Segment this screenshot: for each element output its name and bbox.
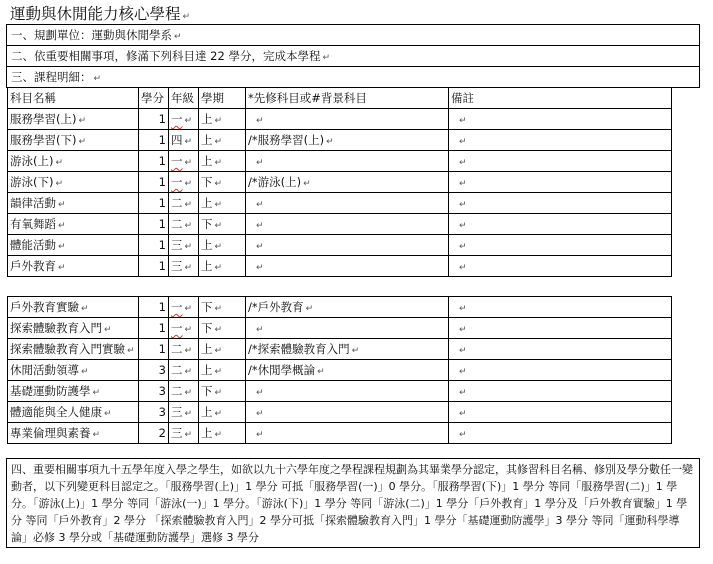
- term-cell: 下 ↵: [199, 172, 246, 193]
- prereq-cell: ↵: [246, 381, 449, 402]
- course-name-cell: 服務學習(下) ↵: [8, 130, 139, 151]
- credits-cell: 1: [139, 256, 169, 277]
- credits-cell: 1: [139, 235, 169, 256]
- course-name-cell: 體能活動 ↵: [8, 235, 139, 256]
- course-name-cell: 游泳(上) ↵: [8, 151, 139, 172]
- course-table-part2: [7, 296, 672, 444]
- note-cell: ↵: [449, 151, 672, 172]
- note-cell: ↵: [449, 318, 672, 339]
- table-row: [8, 256, 672, 277]
- credits-cell: 1: [139, 339, 169, 360]
- credits-cell: 1: [139, 151, 169, 172]
- term-cell: 上 ↵: [199, 423, 246, 444]
- page-title: 運動與休閒能力核心學程 ↵: [10, 5, 191, 23]
- col-header-course-name: 科目名稱: [8, 88, 139, 109]
- prereq-cell: ↵: [246, 109, 449, 130]
- table-row: [8, 235, 672, 256]
- table-row: [8, 339, 672, 360]
- grade-cell: 一 ↵: [169, 172, 199, 193]
- term-cell: 上 ↵: [199, 151, 246, 172]
- term-cell: 上 ↵: [199, 130, 246, 151]
- term-cell: 上 ↵: [199, 339, 246, 360]
- grade-cell: 二 ↵: [169, 193, 199, 214]
- credits-cell: 1: [139, 130, 169, 151]
- term-cell: 上 ↵: [199, 402, 246, 423]
- grade-cell: 二 ↵: [169, 214, 199, 235]
- course-name-cell: 有氧舞蹈 ↵: [8, 214, 139, 235]
- credits-cell: 3: [139, 402, 169, 423]
- course-name-cell: 體適能與全人健康 ↵: [8, 402, 139, 423]
- course-name-cell: 韻律活動 ↵: [8, 193, 139, 214]
- credits-cell: 1: [139, 214, 169, 235]
- note-cell: ↵: [449, 256, 672, 277]
- credits-cell: 1: [139, 297, 169, 318]
- table-row: [8, 130, 672, 151]
- credits-cell: 1: [139, 109, 169, 130]
- table-header-row: [8, 88, 672, 109]
- term-cell: 上 ↵: [199, 256, 246, 277]
- section-course-details: 三、課程明細： ↵: [6, 66, 700, 88]
- prereq-cell: ↵: [246, 402, 449, 423]
- table-row: [8, 297, 672, 318]
- prereq-cell: /*休閒學概論 ↵: [246, 360, 449, 381]
- table-row: [8, 318, 672, 339]
- grade-cell: 一 ↵: [169, 151, 199, 172]
- note-cell: ↵: [449, 297, 672, 318]
- grade-cell: 四 ↵: [169, 130, 199, 151]
- grade-cell: 一 ↵: [169, 318, 199, 339]
- table-row: [8, 193, 672, 214]
- table-row: [8, 423, 672, 444]
- prereq-cell: ↵: [246, 235, 449, 256]
- term-cell: 下 ↵: [199, 318, 246, 339]
- course-name-cell: 探索體驗教育入門 ↵: [8, 318, 139, 339]
- grade-cell: 二 ↵: [169, 381, 199, 402]
- course-name-cell: 休閒活動領導 ↵: [8, 360, 139, 381]
- grade-cell: 二 ↵: [169, 360, 199, 381]
- credits-cell: 1: [139, 318, 169, 339]
- credits-cell: 3: [139, 360, 169, 381]
- table-row: [8, 109, 672, 130]
- note-cell: ↵: [449, 339, 672, 360]
- important-notes: 四、重要相關事項九十五學年度入學之學生，如欲以九十六學年度之學程課程規劃為其畢業學分認定，其修習科目名稱、修別及學分數任一變動者，以下列變更科目認定之。「服務學習(上)」1 學分 可抵「服務學習(一)」0 學分。「服務學習(下)」1 學分 等同「服務學習(二)」1 學分。「游泳(上)」1 學分 等同「游泳(一)」1 學分。「游泳(下)」1 學分 等同「游泳(二)」1 學分「戶外教育」1 學分及「戶外教育實驗」1 學分 等同「戶外教育」2 學分 「探索體驗教育入門」2 學分可抵「探索體驗教育入門」1 學分「基礎運動防護學」3 學分 等同「運動科學導論」必修 3 學分或「基礎運動防護學」選修 3 學分: [6, 458, 700, 548]
- section-planning-unit: 一、規劃單位：運動與休閒學系 ↵: [6, 24, 700, 46]
- col-header-grade: 年級: [169, 88, 199, 109]
- term-cell: 下 ↵: [199, 297, 246, 318]
- note-cell: ↵: [449, 130, 672, 151]
- table-row: [8, 381, 672, 402]
- grade-cell: 三 ↵: [169, 256, 199, 277]
- note-cell: ↵: [449, 360, 672, 381]
- note-cell: ↵: [449, 423, 672, 444]
- prereq-cell: /*探索體驗教育入門 ↵: [246, 339, 449, 360]
- prereq-cell: ↵: [246, 423, 449, 444]
- note-cell: ↵: [449, 193, 672, 214]
- note-cell: ↵: [449, 109, 672, 130]
- grade-cell: 三 ↵: [169, 402, 199, 423]
- note-cell: ↵: [449, 402, 672, 423]
- section-requirement: 二、依重要相關事項，修滿下列科目達 22 學分，完成本學程 ↵: [6, 45, 700, 67]
- note-cell: ↵: [449, 172, 672, 193]
- col-header-credits: 學分: [139, 88, 169, 109]
- grade-cell: 一 ↵: [169, 297, 199, 318]
- grade-cell: 一 ↵: [169, 109, 199, 130]
- grade-cell: 三 ↵: [169, 423, 199, 444]
- credits-cell: 1: [139, 172, 169, 193]
- course-name-cell: 專業倫理與素養 ↵: [8, 423, 139, 444]
- prereq-cell: ↵: [246, 214, 449, 235]
- course-name-cell: 探索體驗教育入門實驗 ↵: [8, 339, 139, 360]
- term-cell: 上 ↵: [199, 193, 246, 214]
- course-name-cell: 戶外教育實驗 ↵: [8, 297, 139, 318]
- prereq-cell: /*游泳(上) ↵: [246, 172, 449, 193]
- term-cell: 下 ↵: [199, 381, 246, 402]
- prereq-cell: /*戶外教育 ↵: [246, 297, 449, 318]
- course-name-cell: 戶外教育 ↵: [8, 256, 139, 277]
- note-cell: ↵: [449, 235, 672, 256]
- note-cell: ↵: [449, 214, 672, 235]
- course-table-part1: [7, 87, 672, 277]
- credits-cell: 3: [139, 381, 169, 402]
- note-cell: ↵: [449, 381, 672, 402]
- col-header-note: 備註: [449, 88, 672, 109]
- term-cell: 上 ↵: [199, 235, 246, 256]
- prereq-cell: ↵: [246, 256, 449, 277]
- term-cell: 下 ↵: [199, 214, 246, 235]
- prereq-cell: ↵: [246, 193, 449, 214]
- credits-cell: 2: [139, 423, 169, 444]
- course-name-cell: 基礎運動防護學 ↵: [8, 381, 139, 402]
- credits-cell: 1: [139, 193, 169, 214]
- term-cell: 上 ↵: [199, 109, 246, 130]
- prereq-cell: ↵: [246, 151, 449, 172]
- course-name-cell: 服務學習(上) ↵: [8, 109, 139, 130]
- table-row: [8, 214, 672, 235]
- prereq-cell: ↵: [246, 318, 449, 339]
- grade-cell: 三 ↵: [169, 235, 199, 256]
- table-row: [8, 172, 672, 193]
- grade-cell: 二 ↵: [169, 339, 199, 360]
- term-cell: 上 ↵: [199, 360, 246, 381]
- course-name-cell: 游泳(下) ↵: [8, 172, 139, 193]
- col-header-term: 學期: [199, 88, 246, 109]
- table-row: [8, 360, 672, 381]
- table-row: [8, 151, 672, 172]
- col-header-prereq: *先修科目或#背景科目: [246, 88, 449, 109]
- table-row: [8, 402, 672, 423]
- prereq-cell: /*服務學習(上) ↵: [246, 130, 449, 151]
